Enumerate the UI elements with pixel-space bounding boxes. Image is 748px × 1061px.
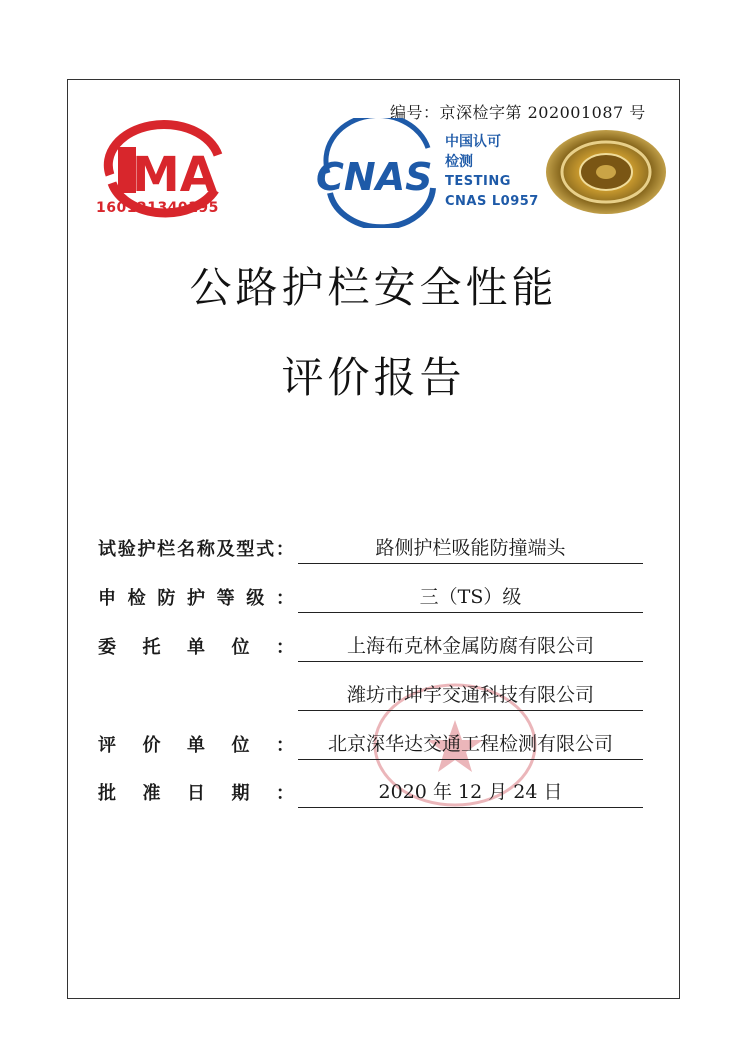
field-label-char: ：	[275, 539, 294, 560]
field-label-char: 评	[98, 735, 116, 756]
field-label-char: 价	[142, 735, 161, 756]
svg-text:MA: MA	[132, 147, 217, 203]
field-label-char: 等	[216, 588, 235, 609]
field-label-char: ：	[275, 588, 294, 609]
field-value: 北京深华达交通工程检测有限公司	[298, 729, 643, 760]
field-label-char: 试	[98, 539, 116, 560]
field-label-char: ：	[276, 735, 294, 756]
field-label-char: ：	[276, 637, 294, 658]
cnas-accreditation	[445, 132, 555, 212]
field-label-char: 期	[231, 783, 250, 804]
report-number: 编号：京深检字第 202001087 号	[390, 103, 646, 122]
hologram-seal-icon	[545, 128, 667, 216]
field-label	[98, 731, 294, 757]
field-label-char: 称	[196, 539, 215, 560]
cma-number: 160121340195	[96, 200, 219, 216]
field-label-char: 日	[187, 783, 205, 804]
title-line-1: 公路护栏安全性能	[189, 263, 558, 312]
cnas-line2: 检测	[445, 154, 473, 170]
cnas-line1: 中国认可	[445, 134, 501, 150]
field-label-char: 级	[246, 588, 265, 609]
field-label	[98, 584, 294, 610]
field-label-char: 申	[98, 588, 116, 609]
field-label-char: 栏	[157, 539, 176, 560]
title-line-2: 评价报告	[281, 353, 466, 402]
cnas-logo-icon	[308, 118, 448, 228]
field-label-char: ：	[276, 783, 294, 804]
field-label-char: 式	[256, 539, 275, 560]
svg-text:CNAS: CNAS	[316, 155, 433, 199]
field-label-char: 单	[187, 735, 205, 756]
cnas-line4: CNAS L0957	[445, 194, 539, 209]
field-label-char: 检	[127, 588, 146, 609]
field-label-char: 型	[236, 539, 255, 560]
field-value: 2020 年 12 月 24 日	[298, 777, 643, 808]
field-value: 三（TS）级	[298, 582, 643, 613]
field-label	[98, 633, 294, 659]
field-value: 路侧护栏吸能防撞端头	[298, 533, 643, 564]
field-label	[98, 535, 294, 561]
field-label-char: 单	[187, 637, 205, 658]
cnas-line3: TESTING	[445, 174, 511, 189]
field-label-char: 护	[137, 539, 156, 560]
field-label-char: 位	[231, 637, 250, 658]
field-label-char: 验	[117, 539, 136, 560]
field-label-char: 位	[231, 735, 250, 756]
field-label-char: 防	[157, 588, 176, 609]
field-value: 潍坊市坤宇交通科技有限公司	[298, 680, 643, 711]
field-label-char: 名	[177, 539, 196, 560]
field-value: 上海布克林金属防腐有限公司	[298, 631, 643, 662]
field-label-char: 托	[142, 637, 161, 658]
field-label	[98, 779, 294, 805]
field-label-char: 护	[186, 588, 205, 609]
field-label-char: 及	[216, 539, 235, 560]
field-label-char: 准	[142, 783, 161, 804]
field-label-char: 委	[98, 637, 116, 658]
field-label-char: 批	[98, 783, 116, 804]
